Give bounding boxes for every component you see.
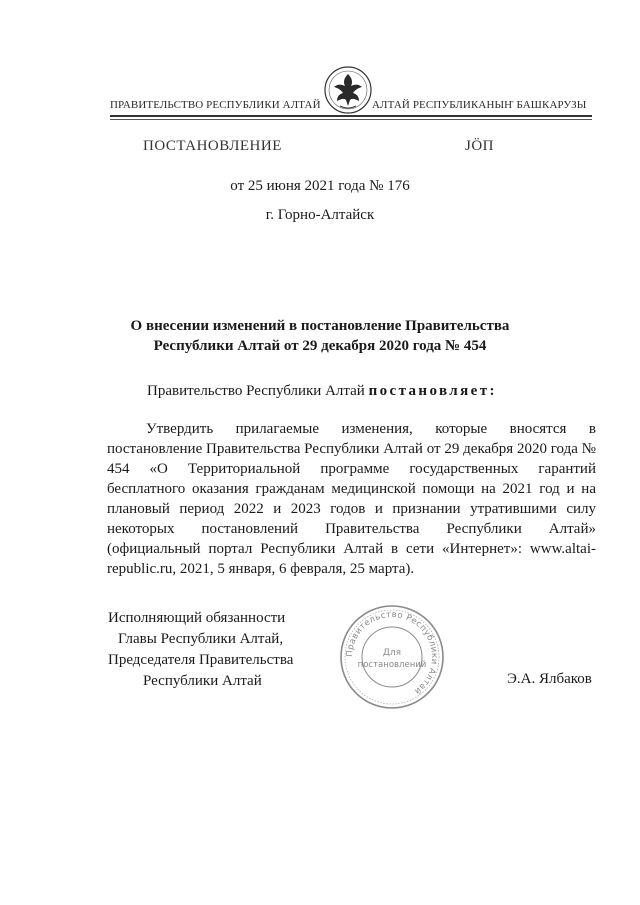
- document-subject: [120, 316, 520, 356]
- stamp-ring-text: Правительство Республики Алтай: [344, 609, 440, 697]
- stamp-center-line-2: постановлений: [357, 660, 427, 670]
- coat-of-arms-emblem: [323, 62, 373, 118]
- doc-type-right: ЈӦП: [465, 138, 495, 154]
- signature-title-line-4: Республики Алтай: [143, 673, 262, 689]
- document-date: от 25 июня 2021 года № 176: [230, 178, 410, 194]
- signature-title-line-3: Председателя Правительства: [108, 652, 294, 668]
- signer-name: Э.А. Ялбаков: [507, 671, 592, 687]
- header-org-right: АЛТАЙ РЕСПУБЛИКАНЫҤ БАШКАРУЗЫ: [372, 99, 587, 111]
- preamble-emphasis: постановляет:: [368, 383, 497, 399]
- signature-title-line-2: Главы Республики Алтай,: [118, 631, 284, 647]
- header-org-left: ПРАВИТЕЛЬСТВО РЕСПУБЛИКИ АЛТАЙ: [110, 99, 321, 111]
- subject-line-2: Республики Алтай от 29 декабря 2020 года № 454: [153, 338, 487, 354]
- doc-type-left: ПОСТАНОВЛЕНИЕ: [143, 138, 282, 154]
- document-city: г. Горно-Алтайск: [265, 207, 375, 223]
- header-rule-thin: [110, 119, 592, 120]
- subject-line-1: О внесении изменений в постановление Правительства: [130, 318, 510, 334]
- stamp-center-line-1: Для: [382, 648, 402, 658]
- header-rule-thick: [110, 115, 592, 117]
- preamble: [147, 383, 497, 400]
- resolution-body: Утвердить прилагаемые изменения, которые вносятся в постановление Правительства Республики Алтай от 29 декабря 2020 года № 454 «О Территориальной программе государственных гарантий бесплатного оказания гражданам медицинской помощи на 2021 год и на плановый период 2022 и 2023 годов и признании утратившими силу некоторых постановлений Правительства Республики Алтай» (официальный портал Республики Алтай в сети «Интернет»: www.altai-republic.ru, 2021, 5 января, 6 февраля, 25 марта).: [107, 421, 596, 577]
- official-stamp: [338, 603, 446, 711]
- preamble-text: Правительство Республики Алтай: [147, 383, 369, 399]
- signature-title-line-1: Исполняющий обязанности: [108, 610, 286, 626]
